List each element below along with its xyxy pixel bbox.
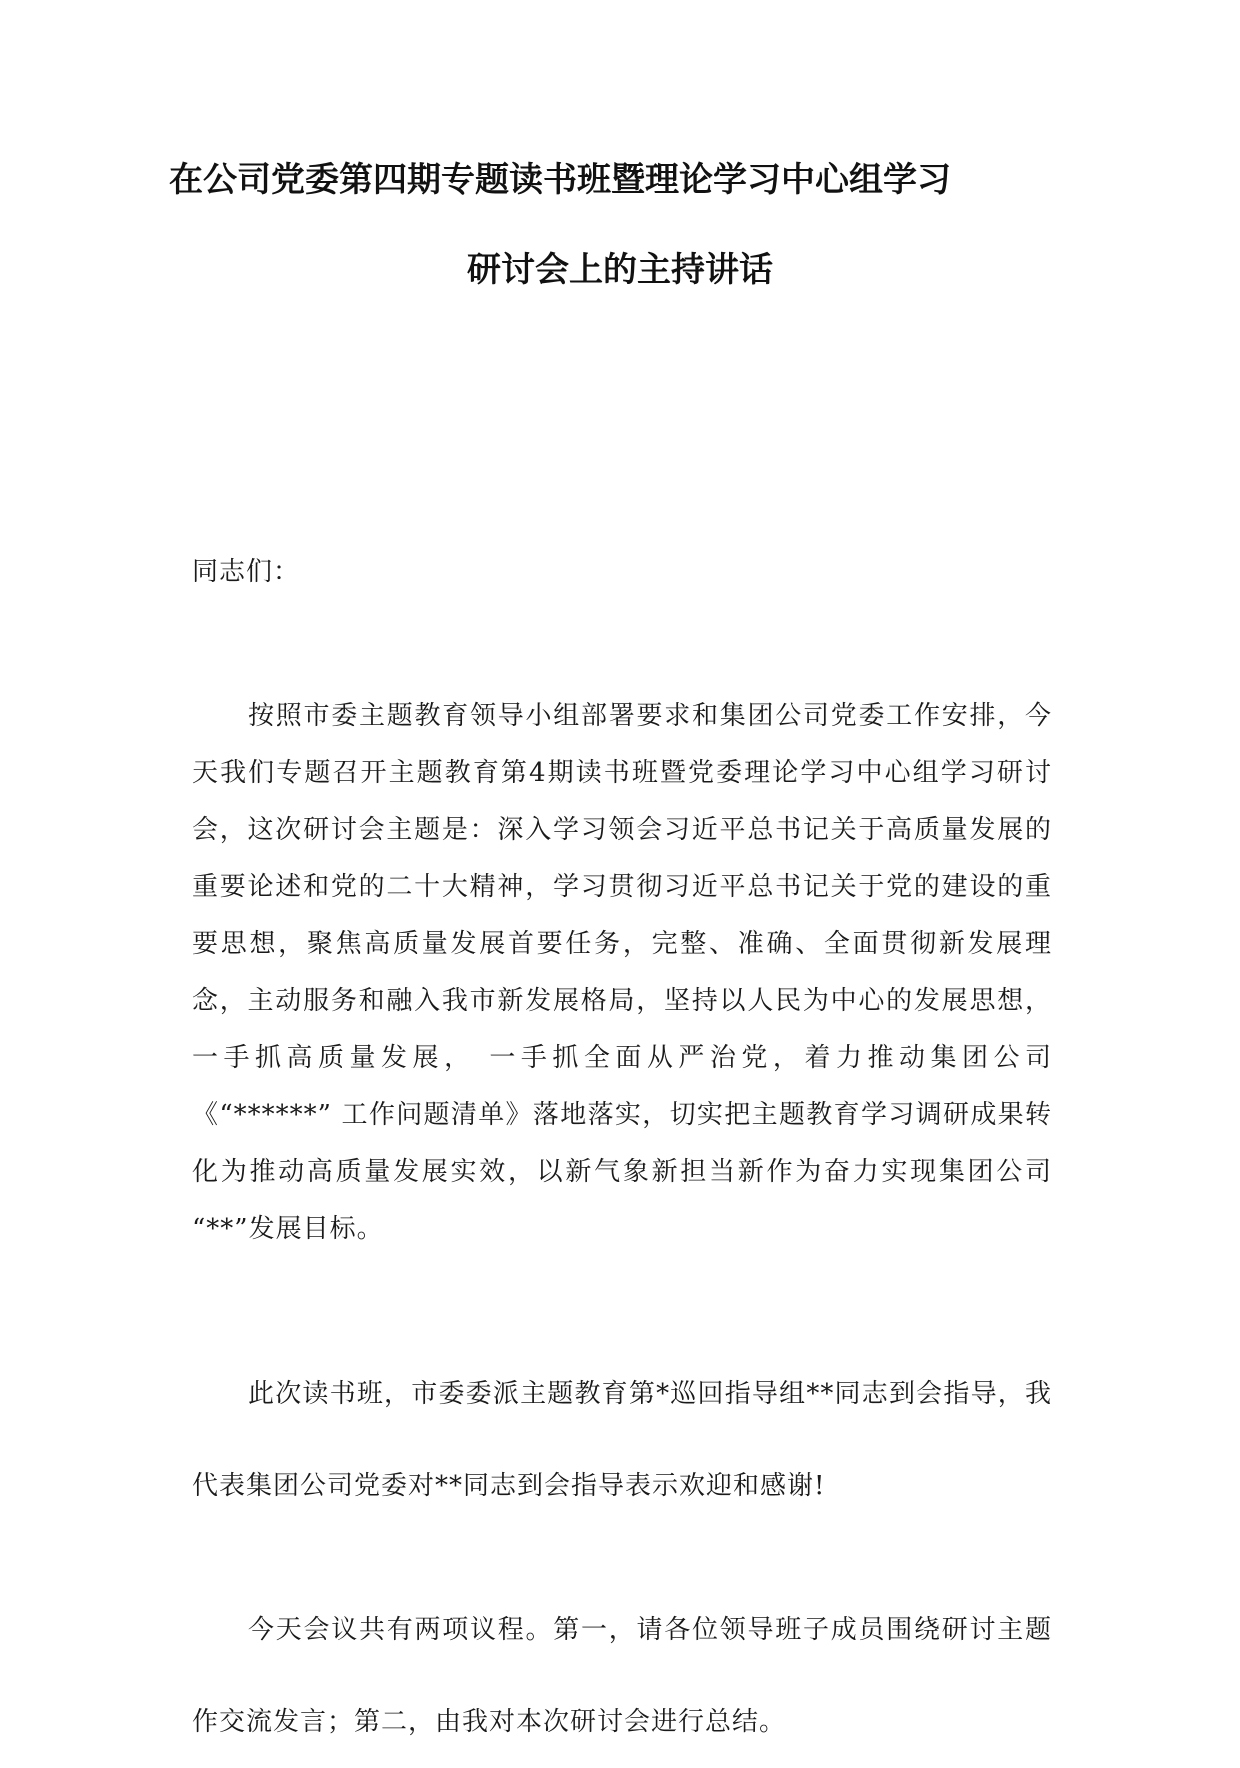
salutation: 同志们： <box>192 557 301 587</box>
paragraph-guidance: 此次读书班，市委委派主题教育第*巡回指导组**同志到会指导，我代表集团公司党委对**同志到会指导表示欢迎和感谢! <box>192 1379 1052 1501</box>
document-title-line-1: 在公司党委第四期专题读书班暨理论学习中心组学习 <box>169 160 951 200</box>
paragraph-agenda: 今天会议共有两项议程。第一，请各位领导班子成员围绕研讨主题作交流发言；第二，由我对本次研讨会进行总结。 <box>192 1615 1052 1737</box>
paragraph-opening: 按照市委主题教育领导小组部署要求和集团公司党委工作安排，今天我们专题召开主题教育第4期读书班暨党委理论学习中心组学习研讨会，这次研讨会主题是：深入学习领会习近平总书记关于高质量发展的重要论述和党的二十大精神，学习贯彻习近平总书记关于党的建设的重要思想，聚焦高质量发展首要任务，完整、准确、全面贯彻新发展理念，主动服务和融入我市新发展格局，坚持以人民为中心的发展思想， 一手抓高质量发展， 一手抓全面从严治党，着力推动集团公司《“******” 工作问题清单》落地落实，切实把主题教育学习调研成果转化为推动高质量发展实效，以新气象新担当新作为奋力实现集团公司 “**”发展目标。 <box>192 701 1052 1244</box>
document-title-line-2: 研讨会上的主持讲话 <box>467 250 773 290</box>
